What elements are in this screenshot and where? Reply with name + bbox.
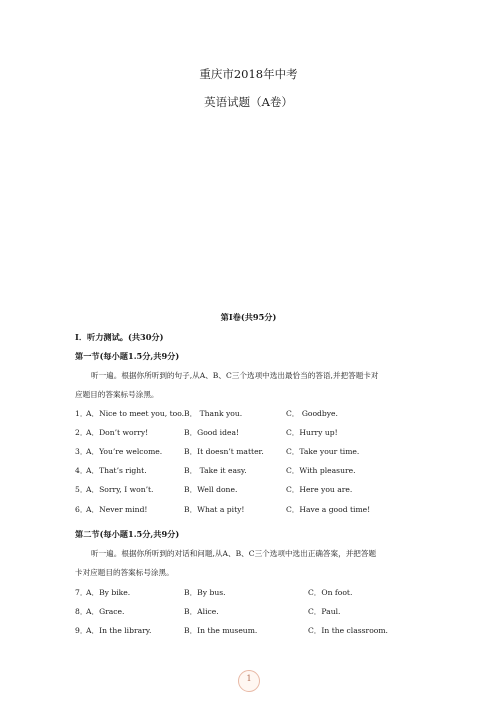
option-a: A．By bike. — [86, 588, 131, 597]
option-b: B．What a pity! — [184, 504, 245, 514]
option-a: A．Never mind! — [86, 504, 148, 514]
part1-heading: Ⅰ．听力测试。(共30分) — [75, 332, 164, 342]
option-c: C．Hurry up! — [286, 428, 338, 438]
question-number: 8． — [75, 607, 88, 617]
page-number: 1 — [246, 674, 252, 683]
section1-instruction-line1: 听一遍。根据你所听到的句子,从A、B、C三个选项中选出最恰当的答语,并把答题卡对 — [91, 371, 379, 380]
option-c: C．Take your time. — [286, 447, 360, 457]
option-a: A．Grace. — [86, 607, 125, 617]
option-c: C．With pleasure. — [286, 466, 356, 476]
option-b: B．In the museum. — [184, 626, 258, 636]
option-b: B． Thank you. — [184, 409, 243, 418]
option-a: A．Don’t worry! — [86, 428, 149, 438]
section1-heading: 第一节(每小题1.5分,共9分) — [75, 351, 180, 361]
option-b: B．It doesn’t matter. — [184, 447, 264, 457]
option-b: B．Good idea! — [184, 428, 240, 438]
section2-instruction-line2: 卡对应题目的答案标号涂黑。 — [75, 568, 174, 577]
section2-instruction-line1: 听一遍。根据你所听到的对话和问题,从A、B、C三个选项中选出正确答案，并把答题 — [91, 549, 377, 558]
option-a: A．In the library. — [86, 626, 152, 636]
option-a: A．You’re welcome. — [86, 447, 163, 457]
question-number: 6． — [75, 504, 88, 514]
volume-title: 第Ⅰ卷(共95分) — [220, 312, 277, 322]
option-a: A．That’s right. — [86, 466, 147, 476]
question-number: 1． — [75, 409, 88, 418]
question-number: 4． — [75, 466, 88, 476]
question-number: 7． — [75, 588, 88, 597]
option-c: C．Have a good time! — [286, 504, 371, 514]
option-c: C．Paul. — [308, 607, 341, 617]
option-a: A．Nice to meet you, too. — [86, 409, 185, 418]
section1-instruction-line2: 应题目的答案标号涂黑。 — [75, 390, 159, 399]
question-number: 2． — [75, 428, 88, 438]
document-subtitle: 英语试题（A卷） — [204, 95, 293, 109]
question-number: 5． — [75, 485, 88, 495]
section2-heading: 第二节(每小题1.5分,共9分) — [75, 529, 180, 539]
option-c: C．On foot. — [308, 588, 353, 597]
option-b: B．By bus. — [184, 588, 226, 597]
question-number: 3． — [75, 447, 88, 457]
option-a: A．Sorry, I won’t. — [86, 485, 154, 495]
option-b: B． Take it easy. — [184, 466, 247, 476]
option-c: C． Goodbye. — [286, 409, 338, 418]
document-title: 重庆市2018年中考 — [199, 67, 298, 81]
option-c: C．Here you are. — [286, 485, 353, 495]
option-b: B．Alice. — [184, 607, 219, 617]
question-number: 9． — [75, 626, 88, 636]
option-b: B．Well done. — [184, 485, 238, 495]
option-c: C．In the classroom. — [308, 626, 388, 636]
